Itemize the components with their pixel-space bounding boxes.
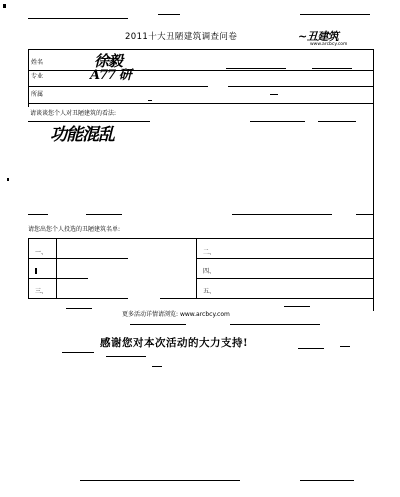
thanks-message: 感谢您对本次活动的大力支持! <box>100 337 249 349</box>
survey-title: 2011十大丑陋建筑调查问卷 <box>125 32 238 42</box>
ballot-slot-4[interactable]: 四、 <box>203 268 216 275</box>
scan-dash <box>106 356 146 357</box>
scan-dash <box>312 68 352 69</box>
scan-dash <box>318 121 356 122</box>
question1-label: 请谈谈您个人对丑陋建筑的看法: <box>30 110 117 117</box>
scan-dash <box>300 14 370 15</box>
scan-dash <box>152 366 162 367</box>
top-border <box>28 49 373 50</box>
scan-dash <box>284 306 310 307</box>
ballot-slot-5[interactable]: 五、 <box>203 288 216 295</box>
school-label: 所属 <box>31 91 44 98</box>
scan-dash <box>28 18 128 19</box>
grid-line <box>28 298 128 299</box>
scan-dash <box>250 121 305 122</box>
scan-dash <box>62 352 94 353</box>
scan-dash <box>158 14 180 15</box>
bottom-dash <box>80 480 240 481</box>
scan-dash <box>232 214 332 215</box>
grid-line <box>196 278 373 279</box>
ballot-mark <box>35 268 37 274</box>
site-logo <box>298 28 356 50</box>
more-info-label: 更多活动详情请浏览: <box>122 311 179 318</box>
major-label: 专业 <box>31 73 44 80</box>
grid-line <box>28 258 128 259</box>
row-divider <box>28 70 373 71</box>
scan-dash <box>340 346 350 347</box>
ballot-slot-3[interactable]: 三、 <box>35 288 48 295</box>
logo-url: www.arcbcy.com <box>310 42 348 47</box>
scan-dash <box>66 308 92 309</box>
more-info-text <box>122 312 230 318</box>
left-border <box>28 49 29 107</box>
scan-dash <box>28 214 48 215</box>
logo-text: ~丑建筑 <box>298 30 339 43</box>
question2-label: 请您出您个人投选的丑陋建筑名单: <box>28 226 121 233</box>
site-url-link[interactable]: www.arcbcy.com <box>179 311 230 318</box>
major-field[interactable]: A77 研 <box>90 68 131 83</box>
ballot-slot-1[interactable]: 一、 <box>35 249 48 256</box>
row-divider <box>28 103 373 104</box>
row-divider <box>28 86 208 87</box>
grid-line <box>160 298 373 299</box>
grid-line <box>56 238 57 298</box>
right-border <box>373 49 374 311</box>
grid-line <box>28 238 373 239</box>
name-field[interactable]: 徐毅 <box>94 52 123 70</box>
corner-mark <box>3 4 6 8</box>
grid-line <box>28 238 29 298</box>
scan-dash <box>230 324 320 325</box>
scan-dash <box>130 324 186 325</box>
scan-dash <box>148 100 152 101</box>
scan-dash <box>86 214 122 215</box>
corner-mark <box>7 178 9 181</box>
row-divider <box>228 86 373 87</box>
grid-line <box>196 258 373 259</box>
scan-dash <box>356 214 373 215</box>
scan-dash <box>226 68 286 69</box>
grid-line <box>196 238 197 298</box>
ballot-slot-2[interactable]: 二、 <box>203 249 216 256</box>
grid-line <box>28 278 88 279</box>
name-label: 姓名 <box>31 59 44 66</box>
scan-dash <box>28 121 150 122</box>
question1-answer[interactable]: 功能混乱 <box>50 125 114 145</box>
scan-dash <box>298 348 324 349</box>
scan-dash <box>270 94 278 95</box>
bottom-dash <box>300 480 354 481</box>
